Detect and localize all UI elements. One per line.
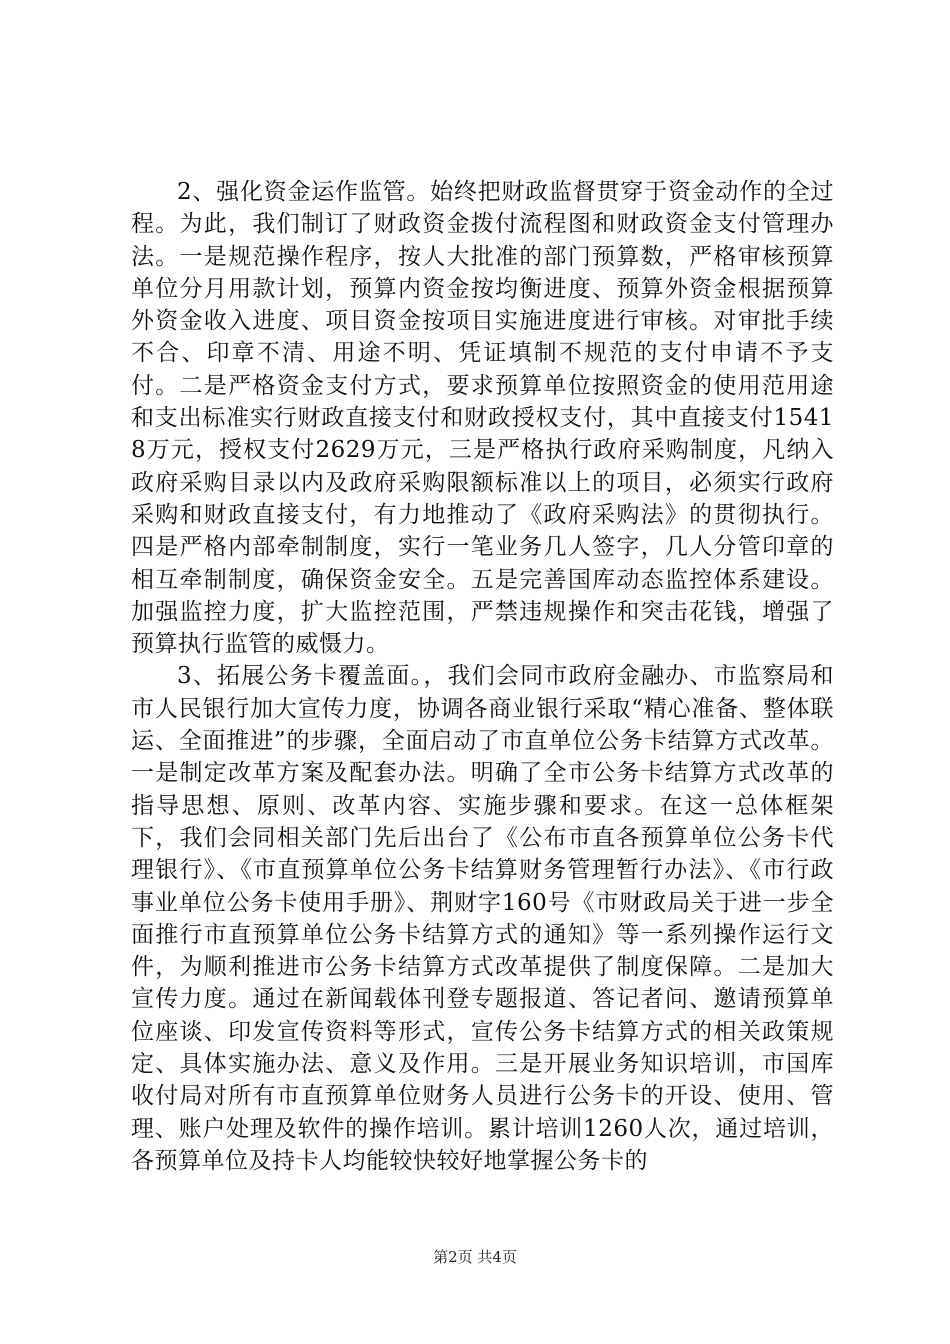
paragraph-official-card: 3、拓展公务卡覆盖面。，我们会同市政府金融办、市监察局和市人民银行加大宣传力度，协调各商业银行采取“精心准备、整体联运、全面推进”的步骤，全面启动了市直单位公务卡结算方式改革。一是制定改革方案及配套办法。明确了全市公务卡结算方式改革的指导思想、原则、改革内容、实施步骤和要求。在这一总体框架下，我们会同相关部门先后出台了《公布市直各预算单位公务卡代理银行》、《市直预算单位公务卡结算财务管理暂行办法》、《市行政事业单位公务卡使用手册》、荆财字160号《市财政局关于进一步全面推行市直预算单位公务卡结算方式的通知》等一系列操作运行文件，为顺利推进市公务卡结算方式改革提供了制度保障。二是加大宣传力度。通过在新闻载体刊登专题报道、答记者问、邀请预算单位座谈、印发宣传资料等形式，宣传公务卡结算方式的相关政策规定、具体实施办法、意义及作用。三是开展业务知识培训，市国库收付局对所有市直预算单位财务人员进行公务卡的开设、使用、管理、账户处理及软件的操作培训。累计培训1260人次，通过培训，各预算单位及持卡人均能较快较好地掌握公务卡的 [131, 663, 834, 1174]
document-body [131, 176, 834, 1177]
page-number-footer: 第2页 共4页 [433, 1248, 517, 1266]
paragraph-fund-supervision: 2、强化资金运作监管。始终把财政监督贯穿于资金动作的全过程。为此，我们制订了财政资金拨付流程图和财政资金支付管理办法。一是规范操作程序，按人大批准的部门预算数，严格审核预算单位分月用款计划，预算内资金按均衡进度、预算外资金根据预算外资金收入进度、项目资金按项目实施进度进行审核。对审批手续不合、印章不清、用途不明、凭证填制不规范的支付申请不予支付。二是严格资金支付方式，要求预算单位按照资金的使用范用途和支出标准实行财政直接支付和财政授权支付，其中直接支付15418万元，授权支付2629万元，三是严格执行政府采购制度，凡纳入政府采购目录以内及政府采购限额标准以上的项目，必须实行政府采购和财政直接支付，有力地推动了《政府采购法》的贯彻执行。四是严格内部牵制制度，实行一笔业务几人签字，几人分管印章的相互牵制制度，确保资金安全。五是完善国库动态监控体系建设。加强监控力度，扩大监控范围，严禁违规操作和突击花钱，增强了预算执行监管的威慑力。 [131, 179, 834, 658]
